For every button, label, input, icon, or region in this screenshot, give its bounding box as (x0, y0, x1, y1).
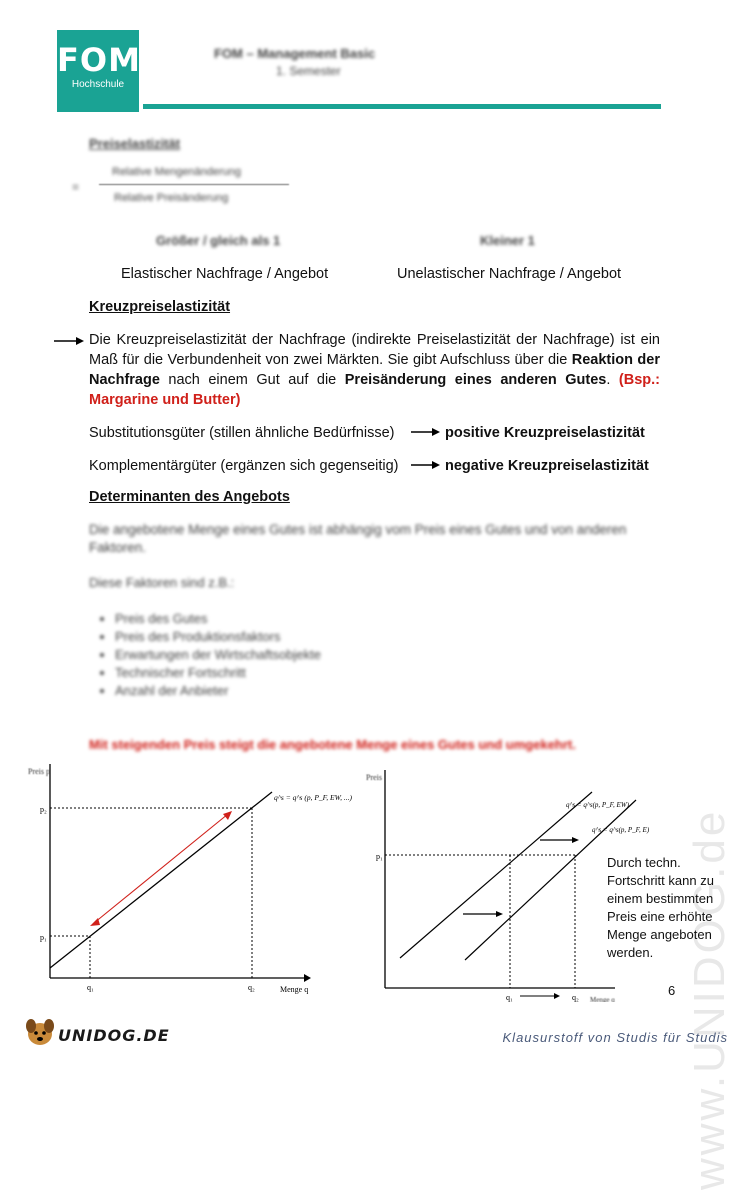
page-number: 6 (668, 983, 676, 998)
list-item: • Preis des Gutes (115, 610, 321, 628)
supply-conclusion: Mit steigenden Preis steigt die angebotene Menge eines Gutes und umgekehrt. (89, 737, 576, 752)
arrow-right-icon (52, 334, 86, 348)
watermark: www.UNIDOG.de (685, 808, 734, 1190)
logo-text: FOM (57, 41, 141, 79)
arrow-head (496, 911, 503, 917)
supply-curve-old (400, 792, 592, 958)
substitutes-text: Substitutionsgüter (stillen ähnliche Bedürfnisse) (89, 425, 395, 441)
complements-text: Komplementärgüter (ergänzen sich gegenseitig) (89, 458, 399, 474)
curve1-label: q^s = q^s(p, P_F, EW) (566, 801, 629, 809)
header-title: FOM – Management Basic (214, 46, 376, 61)
fraction-denominator: Relative Preisänderung (114, 192, 229, 204)
list-item: • Preis des Produktionsfaktors (115, 628, 321, 646)
movement-arrow (94, 814, 228, 923)
q1-label: q₁ (506, 993, 513, 1002)
fom-logo (57, 30, 139, 112)
supply-curve-diagram (18, 756, 363, 1000)
p1-label: p₁ (40, 933, 47, 942)
fraction-numerator: Relative Mengenänderung (112, 166, 242, 178)
logo-subtext: Hochschule (71, 79, 125, 90)
inelastic-condition: Kleiner 1 (480, 233, 535, 248)
cross-elasticity-heading: Kreuzpreiselastizität (89, 299, 231, 315)
q1-label: q₁ (87, 983, 94, 992)
tech-progress-note: Durch techn. Fortschritt kann zu einem bestimmten Preis eine erhöhte Menge angeboten werden. (607, 855, 714, 960)
p1-label: p₁ (376, 852, 383, 861)
q2-label: q₂ (572, 993, 579, 1002)
supply-paragraph: Die angebotene Menge eines Gutes ist abhängig vom Preis eines Gutes und von anderen Faktoren. (89, 522, 627, 555)
supply-curve (50, 792, 272, 968)
arrow-right-icon (410, 425, 442, 439)
arrow-head-up (223, 811, 232, 820)
para-text-3: . (606, 372, 619, 388)
header-divider (143, 104, 661, 109)
para-text-1: Die Kreuzpreiselastizität der Nachfrage (indirekte Preiselastizität der Nachfrage) ist ein Maß für die Verbundenheit von zwei Märkten. Sie gibt Aufschluss über die (89, 332, 660, 368)
curve-label: q^s = q^s (p, P_F, EW, ...) (274, 793, 353, 802)
substitutes-result: positive Kreuzpreiselastizität (445, 425, 645, 441)
para-bold-reaction: Reaktion der Nachfrage (89, 352, 660, 388)
footer-tagline: Klausurstoff von Studis für Studis (502, 1030, 728, 1045)
factors-list (89, 610, 321, 700)
x-axis-arrow (304, 974, 311, 982)
p2-label: p₂ (40, 805, 47, 814)
equals-sign: = (72, 180, 80, 194)
list-item: • Technischer Fortschritt (115, 664, 321, 682)
price-elasticity-heading: Preiselastizität (89, 136, 181, 151)
elastic-condition: Größer / gleich als 1 (156, 233, 281, 248)
x-axis-label: Menge q (590, 996, 615, 1002)
dog-logo-icon (22, 1014, 58, 1048)
curve2-label: q^s = q^s(p, P_F, E) (592, 826, 650, 834)
y-axis-label: Preis p (28, 767, 50, 776)
cross-elasticity-paragraph (89, 330, 660, 410)
factors-intro: Diese Faktoren sind z.B.: (89, 575, 235, 590)
elastic-label: Elastischer Nachfrage / Angebot (121, 266, 329, 282)
arrow-head (554, 993, 560, 999)
arrow-head (572, 837, 579, 843)
arrow-right-icon (410, 458, 442, 472)
supply-heading: Determinanten des Angebots (89, 489, 290, 505)
fraction-bar (99, 184, 289, 185)
y-axis-label: Preis (366, 773, 382, 782)
inelastic-label: Unelastischer Nachfrage / Angebot (397, 266, 622, 282)
q2-label: q₂ (248, 983, 255, 992)
x-axis-label: Menge q (280, 985, 309, 994)
para-bold-price-change: Preisänderung eines anderen Gutes (344, 372, 607, 388)
header-subtitle: 1. Semester (276, 64, 341, 78)
para-text-2: nach einem Gut auf die (159, 372, 345, 388)
list-item: • Anzahl der Anbieter (115, 682, 321, 700)
brand-name: UNIDOG.DE (58, 1026, 170, 1045)
list-item: • Erwartungen der Wirtschaftsobjekte (115, 646, 321, 664)
example-text: (Bsp.: Margarine und Butter) (89, 372, 660, 408)
complements-result: negative Kreuzpreiselastizität (445, 458, 649, 474)
